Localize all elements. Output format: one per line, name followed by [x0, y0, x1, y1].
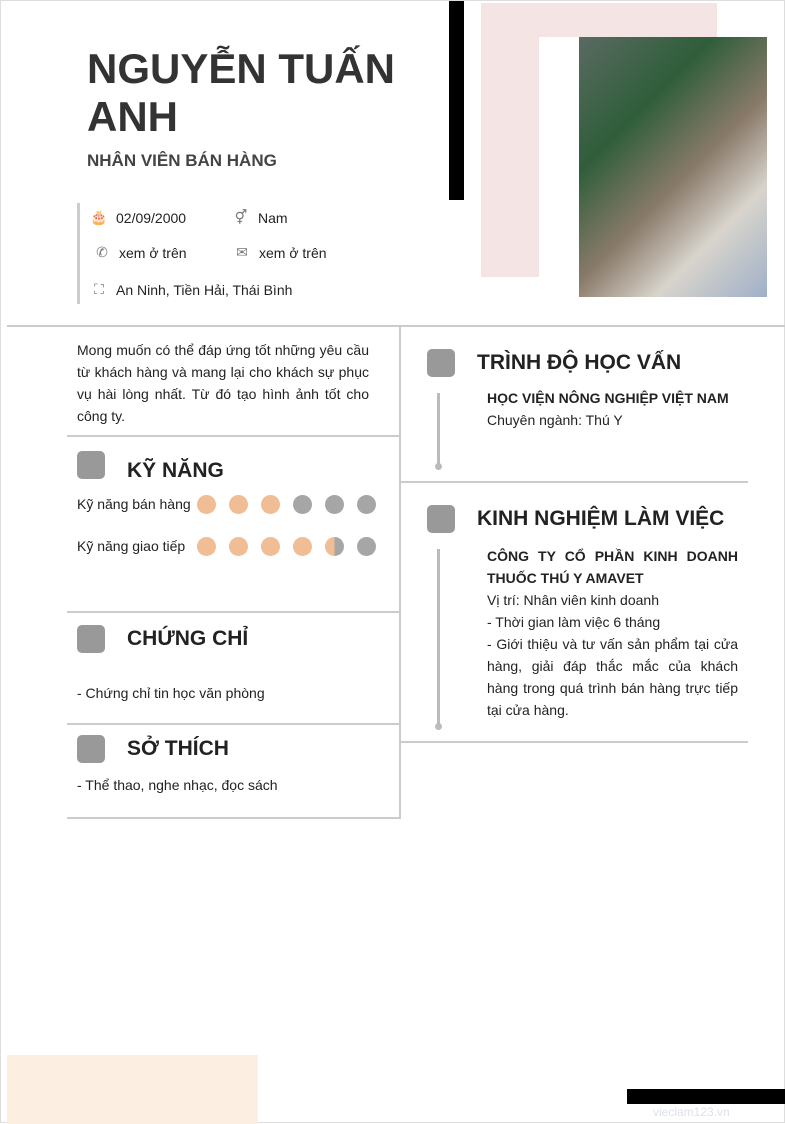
skills-section [67, 437, 399, 613]
decor-white-block [539, 37, 579, 277]
decor-black-strip [627, 1089, 785, 1104]
gender: Nam [258, 209, 288, 226]
rating-dot [293, 495, 312, 514]
skill-row [77, 535, 399, 557]
hobbies-section [67, 725, 399, 819]
gender-icon: ⚥ [234, 209, 248, 225]
skills-title: KỸ NĂNG [127, 459, 224, 482]
worker-icon [427, 505, 455, 533]
email: xem ở trên [259, 244, 327, 261]
rating-dot [357, 537, 376, 556]
education-section [401, 327, 748, 483]
right-column [401, 327, 748, 743]
watermark: vieclam123.vn [653, 1105, 730, 1119]
phone: xem ở trên [119, 244, 187, 261]
skill-row [77, 493, 399, 515]
hobbies-title: SỞ THÍCH [127, 737, 229, 760]
skill-label: Kỹ năng bán hàng [77, 496, 191, 512]
rating-dot [261, 537, 280, 556]
skill-rating [197, 495, 376, 515]
rating-dot [261, 495, 280, 514]
certificates-section [67, 613, 399, 725]
job-description: - Giới thiệu và tư vấn sản phẩm tại cửa hàng, giải đáp thắc mắc của khách hàng trong quá trình bán hàng trực tiếp tại cửa hàng. [487, 636, 738, 718]
rating-dot [325, 537, 344, 556]
skill-label: Kỹ năng giao tiếp [77, 538, 186, 554]
timeline-line [437, 549, 440, 727]
rating-dot [357, 495, 376, 514]
major: Chuyên ngành: Thú Y [487, 412, 623, 428]
map-icon: ⛶ [94, 281, 104, 297]
rating-dot [293, 537, 312, 556]
certificate-item: - Chứng chỉ tin học văn phòng [77, 685, 265, 701]
company-name: CÔNG TY CỔ PHẦN KINH DOANH THUỐC THÚ Y AMAVET [487, 548, 738, 586]
position: Vị trí: Nhân viên kinh doanh [487, 592, 659, 608]
steam-icon [77, 735, 105, 763]
duration: - Thời gian làm việc 6 tháng [487, 614, 661, 630]
skill-rating [197, 537, 376, 557]
brain-bulb-icon [77, 451, 105, 479]
hobbies-text: - Thể thao, nghe nhạc, đọc sách [77, 777, 278, 793]
job-title: NHÂN VIÊN BÁN HÀNG [87, 151, 277, 170]
rating-dot [197, 537, 216, 556]
contact-info [77, 203, 377, 304]
rating-dot [325, 495, 344, 514]
address: An Ninh, Tiền Hải, Thái Bình [116, 281, 293, 298]
rating-dot [197, 495, 216, 514]
certificates-title: CHỨNG CHỈ [127, 627, 249, 650]
decor-black-bar [449, 1, 464, 200]
candidate-name: NGUYỄN TUẤN ANH [87, 45, 396, 140]
education-title: TRÌNH ĐỘ HỌC VẤN [477, 351, 682, 374]
birthday-cake-icon: 🎂 [90, 209, 108, 225]
experience-section [401, 483, 748, 743]
briefcase-icon [427, 349, 455, 377]
rating-dot [229, 495, 248, 514]
birthday: 02/09/2000 [116, 209, 187, 226]
experience-title: KINH NGHIỆM LÀM VIỆC [477, 507, 725, 530]
phone-icon: ✆ [96, 244, 108, 260]
school-name: HỌC VIỆN NÔNG NGHIỆP VIỆT NAM [487, 390, 729, 406]
decor-peach-block [7, 1055, 258, 1124]
left-column [67, 327, 401, 819]
career-objective: Mong muốn có thể đáp ứng tốt những yêu cầu từ khách hàng và mang lại cho khách sự phục vụ hài lòng nhất. Từ đó tạo hình ảnh tốt cho công ty. [67, 327, 399, 437]
timeline-line [437, 393, 440, 467]
profile-photo [579, 37, 767, 297]
rating-dot [229, 537, 248, 556]
email-icon: ✉ [236, 244, 248, 260]
certificate-badge-icon [77, 625, 105, 653]
